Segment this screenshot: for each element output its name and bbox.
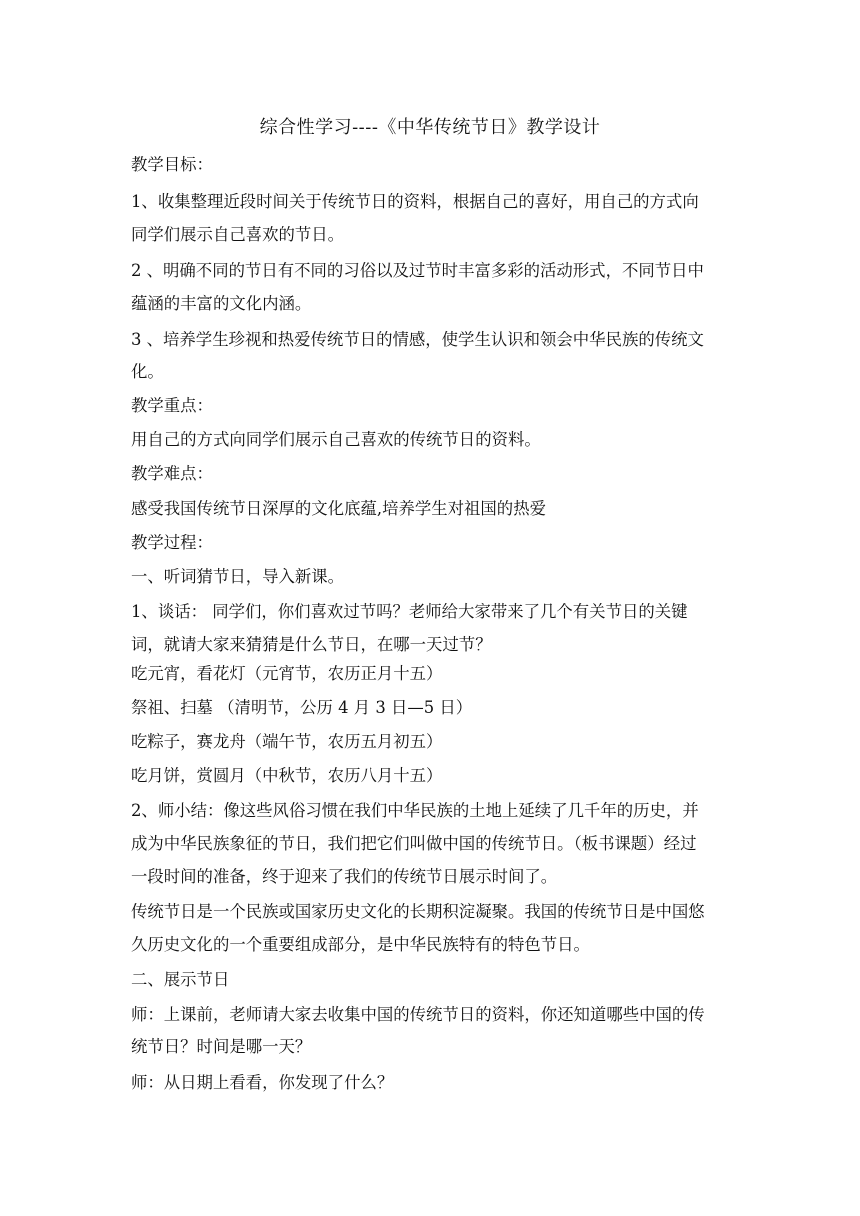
paragraph-line: 统节日？时间是哪一天？ (131, 1037, 312, 1056)
paragraph-line: 师：上课前，老师请大家去收集中国的传统节日的资料，你还知道哪些中国的传 (131, 1005, 705, 1024)
paragraph-line: 祭祖、扫墓 （清明节，公历 4 月 3 日—5 日） (131, 698, 473, 717)
paragraph-line: 1、收集整理近段时间关于传统节日的资料，根据自己的喜好，用自己的方式向 (131, 192, 699, 211)
paragraph-line: 传统节日是一个民族或国家历史文化的长期积淀凝聚。我国的传统节日是中国悠 (131, 902, 705, 921)
paragraph-line: 吃元宵，看花灯（元宵节，农历正月十五） (131, 664, 443, 683)
section-heading-process: 教学过程： (131, 533, 213, 552)
paragraph-line: 吃月饼，赏圆月（中秋节，农历八月十五） (131, 766, 443, 785)
paragraph-line: 1、谈话： 同学们，你们喜欢过节吗？老师给大家带来了几个有关节日的关键 (131, 602, 688, 621)
section-heading-show: 二、展示节日 (131, 970, 230, 989)
paragraph-line: 2 、明确不同的节日有不同的习俗以及过节时丰富多彩的活动形式，不同节日中 (131, 261, 704, 280)
paragraph-line: 久历史文化的一个重要组成部分，是中华民族特有的特色节日。 (131, 935, 590, 954)
section-heading-objectives: 教学目标： (131, 155, 213, 174)
paragraph-line: 3 、培养学生珍视和热爱传统节日的情感，使学生认识和领会中华民族的传统文 (131, 330, 704, 349)
paragraph-line: 词，就请大家来猜猜是什么节日，在哪一天过节？ (131, 635, 492, 654)
paragraph-line: 化。 (131, 362, 164, 381)
paragraph-line: 感受我国传统节日深厚的文化底蕴,培养学生对祖国的热爱 (131, 499, 546, 518)
section-heading-key-points: 教学重点： (131, 396, 213, 415)
section-heading-difficulties: 教学难点： (131, 464, 213, 483)
paragraph-line: 一、听词猜节日，导入新课。 (131, 567, 345, 586)
paragraph-line: 一段时间的准备，终于迎来了我们的传统节日展示时间了。 (131, 867, 558, 886)
paragraph-line: 吃粽子，赛龙舟（端午节，农历五月初五） (131, 732, 443, 751)
paragraph-line: 同学们展示自己喜欢的节日。 (131, 225, 345, 244)
paragraph-line: 成为中华民族象征的节日，我们把它们叫做中国的传统节日。（板书课题）经过 (131, 834, 697, 853)
paragraph-line: 2、师小结：像这些风俗习惯在我们中华民族的土地上延续了几千年的历史，并 (131, 801, 699, 820)
document-title: 综合性学习----《中华传统节日》教学设计 (259, 117, 601, 138)
paragraph-line: 师：从日期上看看，你发现了什么？ (131, 1073, 394, 1092)
paragraph-line: 用自己的方式向同学们展示自己喜欢的传统节日的资料。 (131, 430, 541, 449)
paragraph-line: 蕴涵的丰富的文化内涵。 (131, 294, 312, 313)
